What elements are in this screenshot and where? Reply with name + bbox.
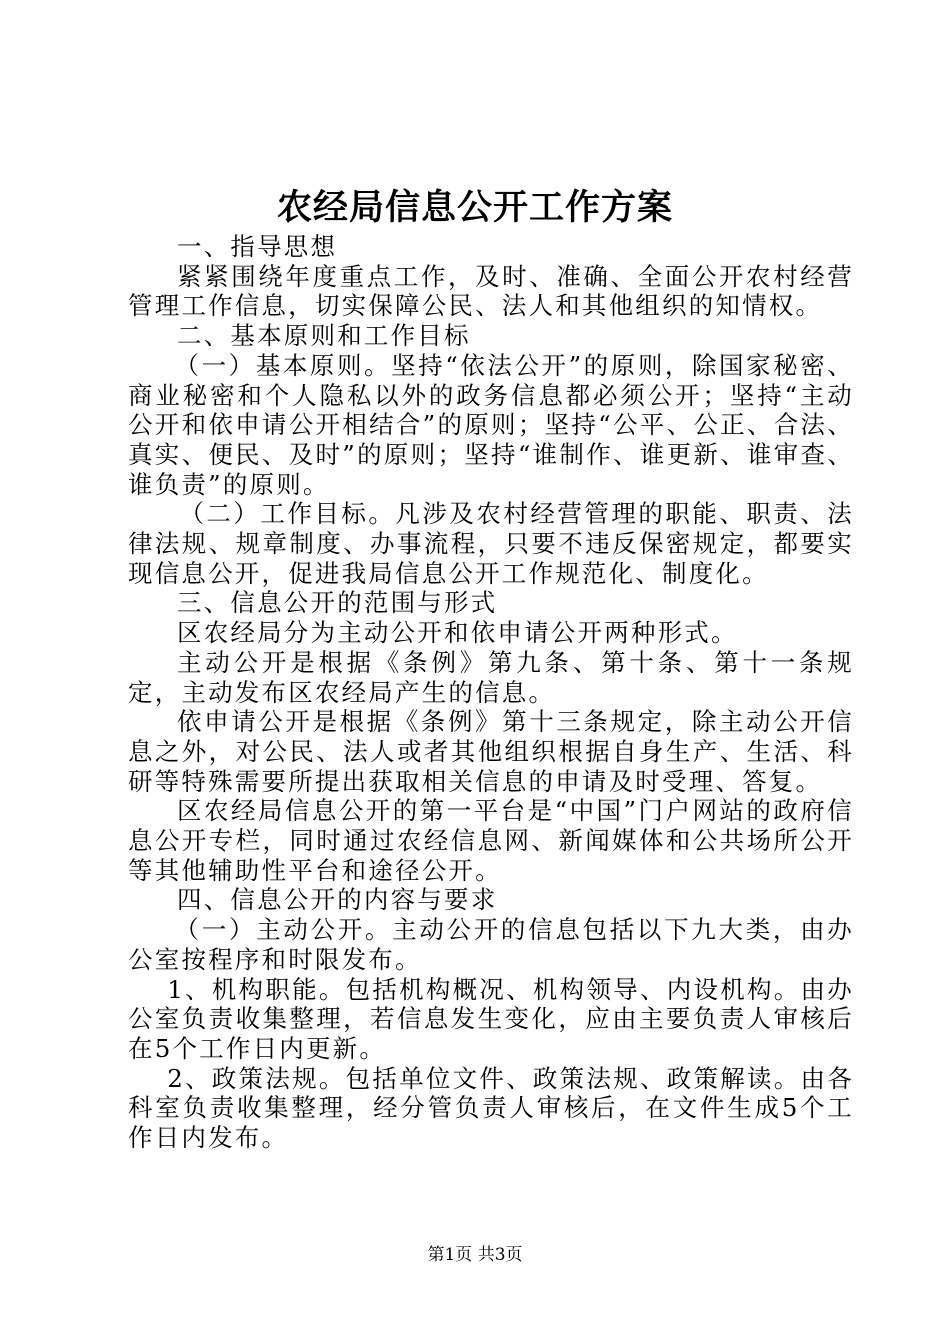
paragraph-work-goals: （二）工作目标。凡涉及农村经营管理的职能、职责、法律法规、规章制度、办事流程，只要不违反保密规定，都要实现信息公开，促进我局信息公开工作规范化、制度化。	[128, 499, 854, 588]
paragraph-application-disclosure: 依申请公开是根据《条例》第十三条规定，除主动公开信息之外，对公民、法人或者其他组织根据自身生产、生活、科研等特殊需要所提出获取相关信息的申请及时受理、答复。	[128, 707, 854, 796]
paragraph-platform: 区农经局信息公开的第一平台是“中国”门户网站的政府信息公开专栏，同时通过农经信息网、新闻媒体和公共场所公开等其他辅助性平台和途径公开。	[128, 796, 854, 885]
paragraph-guiding-thought: 紧紧围绕年度重点工作，及时、准确、全面公开农村经营管理工作信息，切实保障公民、法人和其他组织的知情权。	[128, 261, 854, 321]
page-number: 第1页 共3页	[427, 1245, 523, 1265]
section-heading-4: 四、信息公开的内容与要求	[177, 885, 498, 915]
document-title: 农经局信息公开工作方案	[276, 187, 673, 228]
paragraph-item-1: 1、机构职能。包括机构概况、机构领导、内设机构。由办公室负责收集整理，若信息发生变化，应由主要负责人审核后在5个工作日内更新。	[128, 974, 854, 1063]
paragraph-disclosure-forms: 区农经局分为主动公开和依申请公开两种形式。	[177, 618, 738, 648]
paragraph-active-categories: （一）主动公开。主动公开的信息包括以下九大类，由办公室按程序和时限发布。	[128, 915, 854, 974]
paragraph-item-2: 2、政策法规。包括单位文件、政策法规、政策解读。由各科室负责收集整理，经分管负责人审核后，在文件生成5个工作日内发布。	[128, 1063, 854, 1153]
section-heading-1: 一、指导思想	[177, 232, 338, 261]
paragraph-active-disclosure: 主动公开是根据《条例》第九条、第十条、第十一条规定，主动发布区农经局产生的信息。	[128, 647, 854, 707]
document-body	[128, 232, 854, 1153]
paragraph-basic-principles: （一）基本原则。坚持“依法公开”的原则，除国家秘密、商业秘密和个人隐私以外的政务信息都必须公开；坚持“主动公开和依申请公开相结合”的原则；坚持“公平、公正、合法、真实、便民、及时”的原则；坚持“谁制作、谁更新、谁审查、谁负责”的原则。	[128, 350, 854, 499]
section-heading-3: 三、信息公开的范围与形式	[177, 588, 498, 618]
section-heading-2: 二、基本原则和工作目标	[177, 321, 471, 351]
